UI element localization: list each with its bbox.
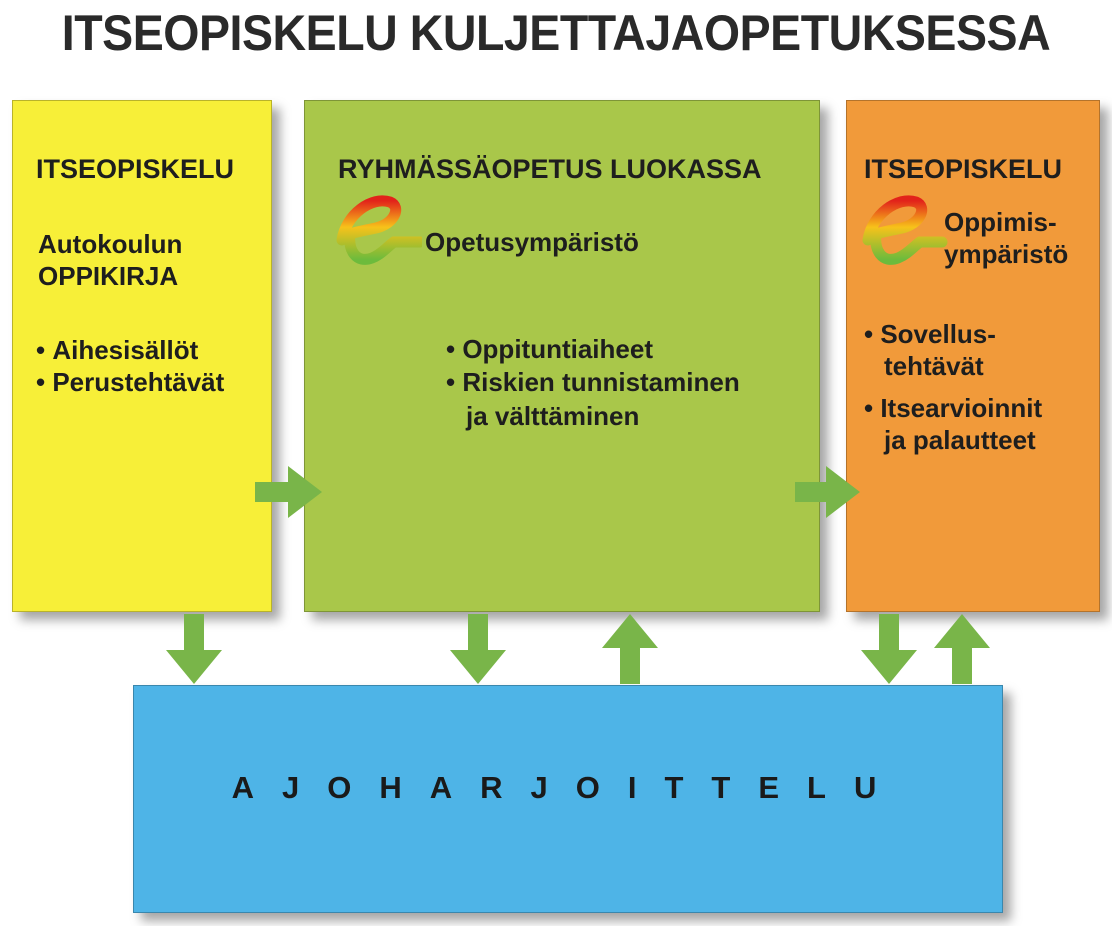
orange-bullet-2-line2: ja palautteet bbox=[884, 425, 1036, 455]
driving-practice-label: AJOHARJOITTELU bbox=[231, 770, 905, 805]
green-box-heading: RYHMÄSSÄOPETUS LUOKASSA bbox=[338, 154, 762, 184]
yellow-box-heading: ITSEOPISKELU bbox=[36, 154, 235, 184]
arrow-green-down bbox=[450, 614, 506, 684]
orange-bullet-1-line1: • Sovellus- bbox=[864, 318, 996, 350]
arrow-orange-up bbox=[934, 614, 990, 684]
yellow-box-subtitle-line1: Autokoulun bbox=[38, 229, 183, 259]
yellow-bullet-2: • Perustehtävät bbox=[36, 366, 224, 398]
arrow-green-up bbox=[602, 614, 658, 684]
orange-box-heading: ITSEOPISKELU bbox=[864, 154, 1063, 184]
orange-bullet-2-line1: • Itsearvioinnit bbox=[864, 392, 1042, 424]
green-bullet-2-line1: • Riskien tunnistaminen bbox=[446, 366, 740, 398]
green-bullet-2-line2: ja välttäminen bbox=[466, 401, 640, 431]
orange-env-label-line1: Oppimis- bbox=[944, 207, 1057, 237]
yellow-box-subtitle-line2: OPPIKIRJA bbox=[38, 261, 179, 291]
arrow-yellow-to-green bbox=[255, 466, 322, 518]
green-env-label: Opetusympäristö bbox=[425, 227, 639, 257]
orange-bullet-1-line2: tehtävät bbox=[884, 351, 984, 381]
arrow-green-to-orange bbox=[795, 466, 860, 518]
arrow-orange-down bbox=[861, 614, 917, 684]
orange-env-label-line2: ympäristö bbox=[944, 239, 1069, 269]
yellow-bullet-1: • Aihesisällöt bbox=[36, 334, 198, 366]
green-bullet-1: • Oppituntiaiheet bbox=[446, 333, 653, 365]
arrow-yellow-down bbox=[166, 614, 222, 684]
diagram-title: ITSEOPISKELU KULJETTAJAOPETUKSESSA bbox=[61, 5, 1051, 61]
